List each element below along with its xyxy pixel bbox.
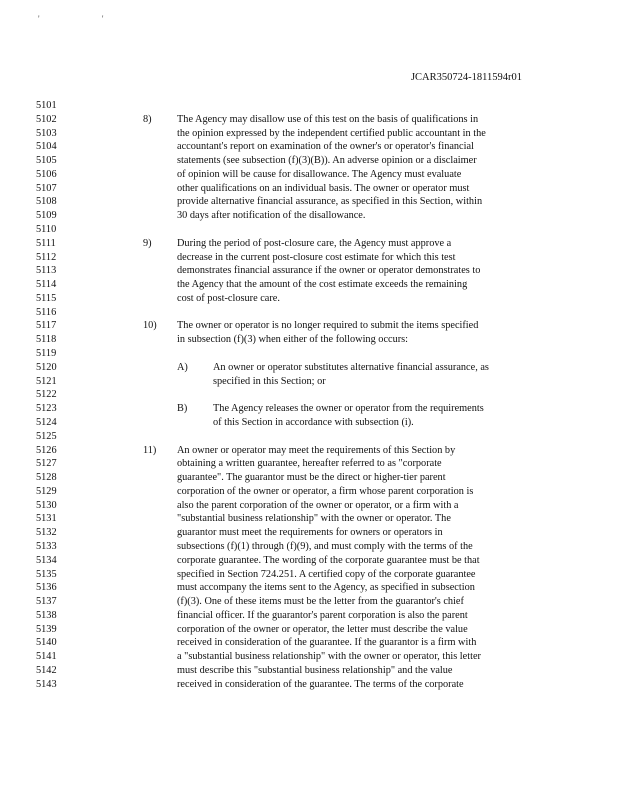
line-number: 5122 <box>36 389 57 401</box>
document-line <box>0 237 618 251</box>
line-text: (f)(3). One of these items must be the letter from the guarantor's chief <box>177 596 464 608</box>
document-line <box>0 292 618 306</box>
item-marker: 11) <box>143 444 157 456</box>
document-line <box>0 99 618 113</box>
line-text: the opinion expressed by the independent certified public accountant in the <box>177 127 486 139</box>
document-line <box>0 319 618 333</box>
document-line <box>0 361 618 375</box>
line-text: must describe this "substantial business relationship" and the value <box>177 664 453 676</box>
item-marker: A) <box>177 361 188 373</box>
document-line <box>0 581 618 595</box>
line-number: 5101 <box>36 100 57 111</box>
document-line <box>0 209 618 223</box>
line-number: 5124 <box>36 416 57 428</box>
line-number: 5120 <box>36 361 57 373</box>
line-text: 30 days after notification of the disallowance. <box>177 210 366 222</box>
line-text: a "substantial business relationship" with the owner or operator, this letter <box>177 651 481 663</box>
document-line <box>0 540 618 554</box>
document-line <box>0 416 618 430</box>
line-text: corporation of the owner or operator, a firm whose parent corporation is <box>177 485 474 497</box>
line-text: accountant's report on examination of the owner's or operator's financial <box>177 141 474 153</box>
document-line <box>0 223 618 237</box>
line-number: 5138 <box>36 609 57 621</box>
document-line <box>0 485 618 499</box>
line-number: 5131 <box>36 513 57 525</box>
document-line <box>0 388 618 402</box>
line-number: 5118 <box>36 334 57 346</box>
line-number: 5137 <box>36 596 57 608</box>
line-number: 5142 <box>36 664 57 676</box>
line-text: received in consideration of the guarantee. If the guarantor is a firm with <box>177 637 477 649</box>
line-text: of opinion will be cause for disallowance. The Agency must evaluate <box>177 168 462 180</box>
document-line <box>0 595 618 609</box>
line-text: obtaining a written guarantee, hereafter referred to as "corporate <box>177 458 442 470</box>
line-text: other qualifications on an individual basis. The owner or operator must <box>177 182 470 194</box>
line-text: demonstrates financial assurance if the owner or operator demonstrates to <box>177 265 481 277</box>
document-line <box>0 264 618 278</box>
line-number: 5105 <box>36 155 57 167</box>
line-text: also the parent corporation of the owner or operator, or a firm with a <box>177 499 459 511</box>
document-line <box>0 650 618 664</box>
line-number: 5103 <box>36 127 57 139</box>
line-text: An owner or operator may meet the requirements of this Section by <box>177 444 456 456</box>
line-text: guarantor must meet the requirements for owners or operators in <box>177 527 443 539</box>
line-number: 5112 <box>36 251 57 263</box>
line-number: 5126 <box>36 444 57 456</box>
document-line <box>0 347 618 361</box>
document-line <box>0 402 618 416</box>
line-number: 5113 <box>36 265 57 277</box>
document-line <box>0 678 618 692</box>
line-text: During the period of post-closure care, the Agency must approve a <box>177 237 452 249</box>
line-number: 5117 <box>36 320 57 332</box>
document-line <box>0 512 618 526</box>
line-number: 5108 <box>36 196 57 208</box>
document-line <box>0 154 618 168</box>
line-number: 5109 <box>36 210 57 222</box>
line-number: 5128 <box>36 472 57 484</box>
line-text: of this Section in accordance with subsection (i). <box>213 416 414 428</box>
line-text: guarantee". The guarantor must be the direct or higher-tier parent <box>177 472 446 484</box>
line-text: the Agency that the amount of the cost estimate exceeds the remaining <box>177 279 468 291</box>
line-number: 5104 <box>36 141 57 153</box>
line-text: "substantial business relationship" with the owner or operator. The <box>177 513 451 525</box>
line-number: 5143 <box>36 678 57 690</box>
line-number: 5114 <box>36 279 57 291</box>
document-line <box>0 623 618 637</box>
line-number: 5129 <box>36 485 57 497</box>
line-number: 5102 <box>36 113 57 125</box>
document-line <box>0 499 618 513</box>
line-text: received in consideration of the guarantee. The terms of the corporate <box>177 678 464 690</box>
line-number: 5111 <box>36 237 56 249</box>
document-line <box>0 278 618 292</box>
line-number: 5119 <box>36 348 57 360</box>
line-text: specified in this Section; or <box>213 375 326 387</box>
line-number: 5121 <box>36 375 57 387</box>
document-line <box>0 471 618 485</box>
line-text: corporation of the owner or operator, the letter must describe the value <box>177 623 468 635</box>
document-line <box>0 609 618 623</box>
document-line <box>0 636 618 650</box>
line-text: financial officer. If the guarantor's parent corporation is also the parent <box>177 609 468 621</box>
line-text: specified in Section 724.251. A certified copy of the corporate guarantee <box>177 568 476 580</box>
document-line <box>0 168 618 182</box>
document-line <box>0 375 618 389</box>
line-text: The Agency releases the owner or operator from the requirements <box>213 403 484 415</box>
line-number: 5116 <box>36 306 57 318</box>
document-line <box>0 140 618 154</box>
line-text: decrease in the current post-closure cost estimate for which this test <box>177 251 456 263</box>
line-number: 5134 <box>36 554 57 566</box>
line-text: The Agency may disallow use of this test on the basis of qualifications in <box>177 113 479 125</box>
document-line <box>0 444 618 458</box>
line-number: 5135 <box>36 568 57 580</box>
item-marker: B) <box>177 403 188 415</box>
item-marker: 8) <box>143 113 152 125</box>
item-marker: 10) <box>143 320 157 332</box>
document-line <box>0 251 618 265</box>
line-text: must accompany the items sent to the Agency, as specified in subsection <box>177 582 475 594</box>
document-line <box>0 306 618 320</box>
line-text: statements (see subsection (f)(3)(B)). An adverse opinion or a disclaimer <box>177 155 477 167</box>
line-number: 5127 <box>36 458 57 470</box>
document-line <box>0 430 618 444</box>
scan-marks: ' ' <box>38 14 134 24</box>
document-line <box>0 113 618 127</box>
line-text: The owner or operator is no longer required to submit the items specified <box>177 320 479 332</box>
document-id: JCAR350724-1811594r01 <box>410 72 522 83</box>
line-number: 5125 <box>36 430 57 442</box>
line-number: 5115 <box>36 292 57 304</box>
document-line <box>0 526 618 540</box>
line-text: corporate guarantee. The wording of the corporate guarantee must be that <box>177 554 480 566</box>
line-text: cost of post-closure care. <box>177 292 280 304</box>
document-line <box>0 457 618 471</box>
document-line <box>0 554 618 568</box>
document-line <box>0 127 618 141</box>
document-line <box>0 568 618 582</box>
document-line <box>0 333 618 347</box>
line-number: 5139 <box>36 623 57 635</box>
line-number: 5140 <box>36 637 57 649</box>
line-number: 5106 <box>36 168 57 180</box>
line-number: 5123 <box>36 403 57 415</box>
line-number: 5136 <box>36 582 57 594</box>
line-number: 5132 <box>36 527 57 539</box>
line-number: 5110 <box>36 224 57 236</box>
line-number: 5130 <box>36 499 57 511</box>
document-line <box>0 664 618 678</box>
line-text: in subsection (f)(3) when either of the following occurs: <box>177 334 409 346</box>
document-line <box>0 195 618 209</box>
document-line <box>0 182 618 196</box>
line-text: subsections (f)(1) through (f)(9), and must comply with the terms of the <box>177 540 473 552</box>
line-number: 5107 <box>36 182 57 194</box>
line-text: provide alternative financial assurance, as specified in this Section, within <box>177 196 483 208</box>
item-marker: 9) <box>143 237 152 249</box>
line-text: An owner or operator substitutes alternative financial assurance, as <box>213 361 489 373</box>
line-number: 5133 <box>36 540 57 552</box>
line-number: 5141 <box>36 651 57 663</box>
